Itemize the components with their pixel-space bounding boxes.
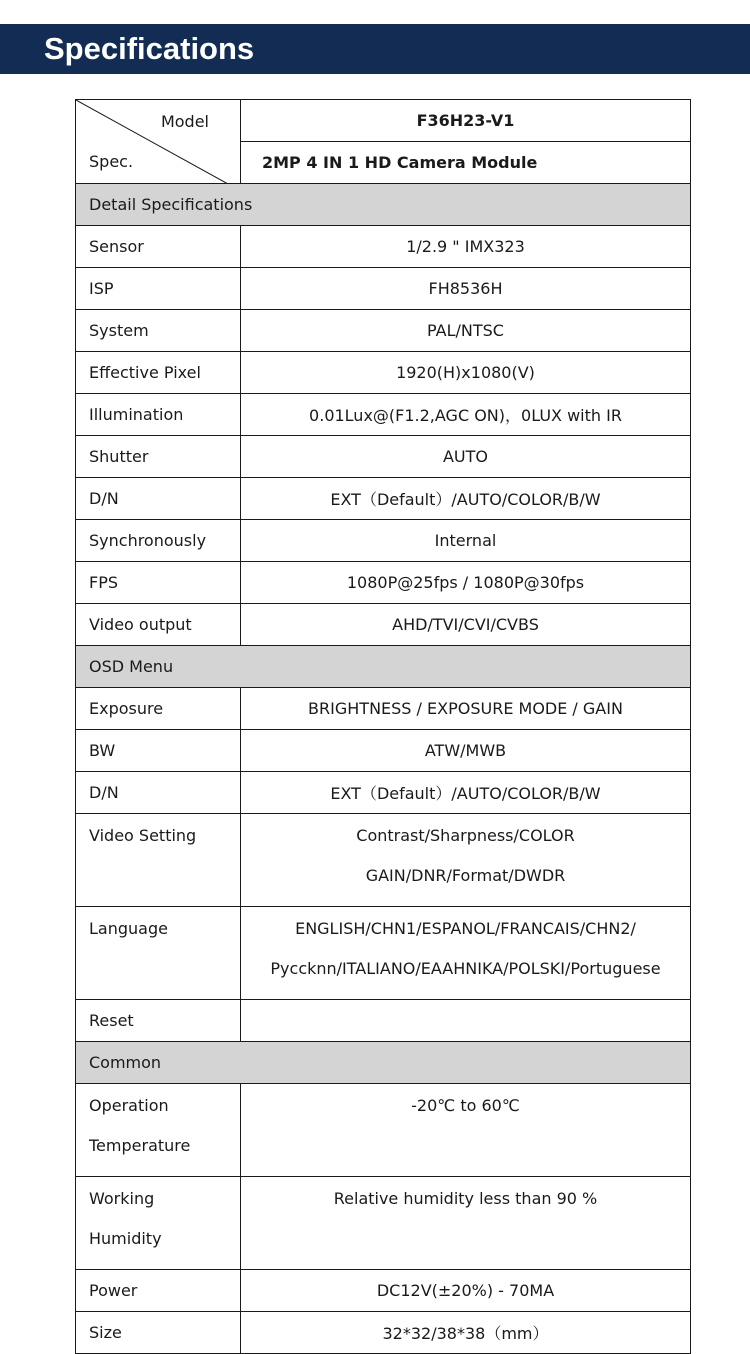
spec-row [76, 730, 691, 772]
spec-row [76, 352, 691, 394]
spec-value [241, 1000, 691, 1042]
spec-row [76, 226, 691, 268]
spec-row [76, 310, 691, 352]
spec-row [76, 772, 691, 814]
spec-value: AUTO [241, 436, 691, 478]
section-header [76, 184, 691, 226]
spec-value: Relative humidity less than 90 % [241, 1177, 691, 1270]
spec-row [76, 1084, 691, 1177]
spec-label: Video Setting [76, 814, 241, 907]
spec-value: 1920(H)x1080(V) [241, 352, 691, 394]
corner-label-spec: Spec. [89, 152, 134, 171]
spec-row [76, 1177, 691, 1270]
spec-row [76, 520, 691, 562]
spec-value: DC12V(±20%) - 70MA [241, 1270, 691, 1312]
spec-value: 0.01Lux@(F1.2,AGC ON)，0LUX with IR [241, 394, 691, 436]
corner-label-model: Model [160, 112, 209, 131]
spec-value: EXT（Default）/AUTO/COLOR/B/W [241, 478, 691, 520]
section-header [76, 1042, 691, 1084]
spec-row [76, 394, 691, 436]
model-number: F36H23-V1 [241, 100, 691, 142]
spec-label: FPS [76, 562, 241, 604]
spec-label: BW [76, 730, 241, 772]
spec-label: Power [76, 1270, 241, 1312]
spec-value: AHD/TVI/CVI/CVBS [241, 604, 691, 646]
spec-value: FH8536H [241, 268, 691, 310]
diagonal-header-cell [76, 100, 241, 184]
spec-label: Size [76, 1312, 241, 1354]
spec-value: BRIGHTNESS / EXPOSURE MODE / GAIN [241, 688, 691, 730]
spec-row [76, 814, 691, 907]
spec-label: System [76, 310, 241, 352]
spec-value: 1080P@25fps / 1080P@30fps [241, 562, 691, 604]
spec-row [76, 478, 691, 520]
spec-label: Reset [76, 1000, 241, 1042]
product-name: 2MP 4 IN 1 HD Camera Module [241, 142, 691, 184]
spec-label: Video output [76, 604, 241, 646]
spec-value: 32*32/38*38（mm） [241, 1312, 691, 1354]
header-row-model [76, 100, 691, 142]
spec-value: ATW/MWB [241, 730, 691, 772]
spec-value: EXT（Default）/AUTO/COLOR/B/W [241, 772, 691, 814]
spec-table [75, 99, 691, 1354]
spec-label: Shutter [76, 436, 241, 478]
spec-label: Exposure [76, 688, 241, 730]
spec-label: Language [76, 907, 241, 1000]
specifications-banner [0, 24, 750, 74]
section-header [76, 646, 691, 688]
section-title: OSD Menu [76, 646, 691, 688]
spec-value: 1/2.9 " IMX323 [241, 226, 691, 268]
spec-row [76, 688, 691, 730]
section-title: Common [76, 1042, 691, 1084]
spec-value: Contrast/Sharpness/COLOR GAIN/DNR/Format/DWDR [241, 814, 691, 907]
spec-row [76, 268, 691, 310]
section-title: Detail Specifications [76, 184, 691, 226]
spec-value: Internal [241, 520, 691, 562]
page-title: Specifications [44, 31, 255, 66]
spec-row [76, 907, 691, 1000]
spec-row [76, 604, 691, 646]
spec-label: ISP [76, 268, 241, 310]
spec-row [76, 436, 691, 478]
spec-label: Synchronously [76, 520, 241, 562]
spec-value: PAL/NTSC [241, 310, 691, 352]
spec-label: Operation Temperature [76, 1084, 241, 1177]
spec-label: Sensor [76, 226, 241, 268]
spec-label: D/N [76, 478, 241, 520]
spec-row [76, 562, 691, 604]
spec-row [76, 1270, 691, 1312]
spec-row [76, 1312, 691, 1354]
spec-value: -20℃ to 60℃ [241, 1084, 691, 1177]
spec-label: Working Humidity [76, 1177, 241, 1270]
spec-value: ENGLISH/CHN1/ESPANOL/FRANCAIS/CHN2/ Pyccknn/ITALIANO/EAAHNIKA/POLSKI/Portuguese [241, 907, 691, 1000]
spec-label: Illumination [76, 394, 241, 436]
spec-row [76, 1000, 691, 1042]
spec-label: D/N [76, 772, 241, 814]
spec-label: Effective Pixel [76, 352, 241, 394]
